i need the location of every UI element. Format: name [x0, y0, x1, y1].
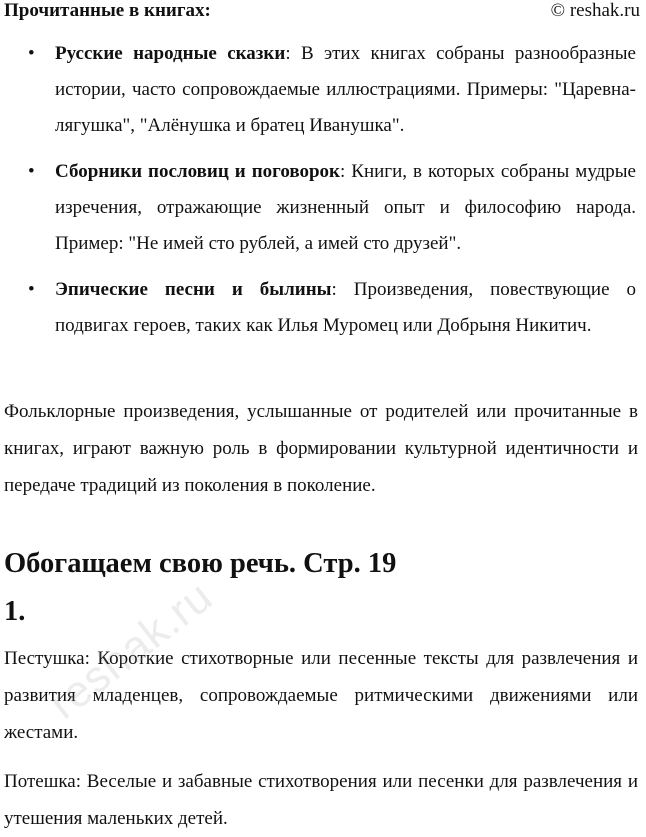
- watermark-text: © reshak.ru: [550, 0, 640, 21]
- task-number: 1.: [4, 596, 26, 627]
- watermark-diagonal: reshak.ru: [40, 571, 222, 729]
- definition-paragraph: Пестушка: Короткие стихотворные или песенные тексты для развлечения и развития младенцев, сопровождаемые ритмическими движениями или жестами.: [4, 648, 638, 743]
- list-item-text: : В этих книгах собраны разнообразные истории, часто сопровождаемые иллюстрациями. Примеры: "Царевна-лягушка", "Алёнушка и братец Иванушка".: [55, 43, 636, 136]
- section-title: Обогащаем свою речь. Стр. 19: [4, 548, 397, 579]
- list-item-text: : Книги, в которых собраны мудрые изречения, отражающие жизненный опыт и философию народа. Пример: "Не имей сто рублей, а имей сто друзей".: [55, 161, 636, 254]
- list-item-term: Русские народные сказки: [55, 43, 286, 64]
- definition-paragraph: Потешка: Веселые и забавные стихотворения или песенки для развлечения и утешения маленьких детей.: [4, 771, 638, 829]
- bullet-icon: •: [28, 43, 35, 64]
- bullet-icon: •: [28, 161, 35, 182]
- list-item-text: : Произведения, повествующие о подвигах героев, таких как Илья Муромец или Добрыня Никитич.: [55, 279, 636, 336]
- header-row: [4, 0, 642, 24]
- summary-paragraph: Фольклорные произведения, услышанные от родителей или прочитанные в книгах, играют важную роль в формировании культурной идентичности и передаче традиций из поколения в поколение.: [4, 401, 638, 496]
- list-item: [0, 154, 646, 262]
- list-item-term: Эпические песни и былины: [55, 279, 332, 300]
- list-item: [0, 272, 646, 344]
- list-item-term: Сборники пословиц и поговорок: [55, 161, 341, 182]
- section-heading: Прочитанные в книгах:: [4, 0, 211, 21]
- bullet-list: [0, 36, 646, 354]
- bullet-icon: •: [28, 279, 35, 300]
- list-item: [0, 36, 646, 144]
